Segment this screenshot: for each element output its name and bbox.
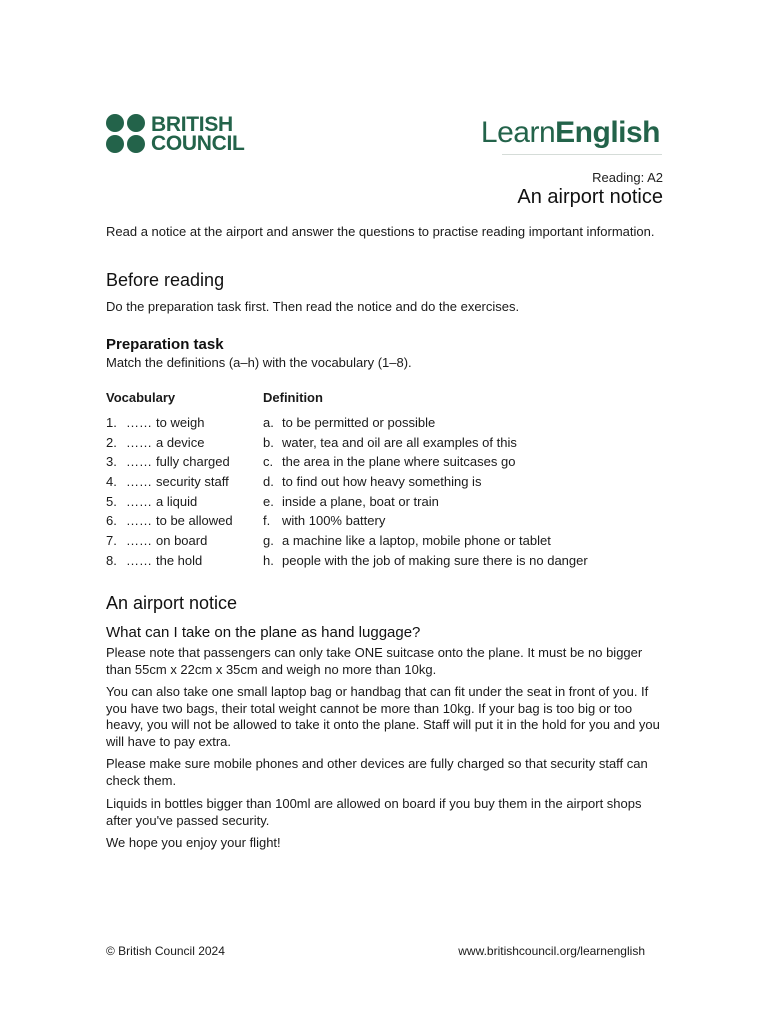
definition-item: g. a machine like a laptop, mobile phone or tablet: [263, 533, 551, 549]
definition-header: Definition: [263, 390, 323, 405]
intro-text: Read a notice at the airport and answer the questions to practise reading important information.: [106, 224, 655, 239]
notice-closing: We hope you enjoy your flight!: [106, 835, 281, 850]
vocab-item: 3. …… fully charged: [106, 454, 230, 470]
logo-text-british: BRITISH: [151, 112, 233, 136]
page-title: An airport notice: [517, 186, 663, 208]
notice-subheading: What can I take on the plane as hand luggage?: [106, 624, 421, 641]
british-council-dots-icon: [106, 114, 145, 153]
vocab-item: 6. …… to be allowed: [106, 513, 233, 529]
preparation-instruction: Match the definitions (a–h) with the vocabulary (1–8).: [106, 355, 412, 370]
definition-item: c. the area in the plane where suitcases go: [263, 454, 516, 470]
logo-text-learn: Learn: [480, 116, 556, 149]
notice-paragraph: Please make sure mobile phones and other devices are fully charged so that security staff can check them.: [106, 756, 648, 788]
learnenglish-logo: [481, 116, 660, 150]
definition-item: d. to find out how heavy something is: [263, 474, 482, 490]
definition-item: b. water, tea and oil are all examples of this: [263, 434, 517, 450]
vocab-item: 7. …… on board: [106, 533, 208, 549]
definition-item: a. to be permitted or possible: [263, 415, 436, 430]
footer-copyright: © British Council 2024: [106, 944, 225, 958]
vocabulary-list: [106, 413, 233, 571]
vocab-item: 4. …… security staff: [106, 474, 229, 490]
notice-paragraph: You can also take one small laptop bag or handbag that can fit under the seat in front of you. If you have two bags, their total weight cannot be more than 10kg. If your bag is too big or too heavy, you will not be allowed to take it onto the plane. Staff will put it in the hold for you and you will have to pay extra.: [106, 684, 660, 749]
vocab-item: 2. …… a device: [106, 434, 205, 450]
level-label: Reading: A2: [592, 170, 663, 185]
vocab-item: 1. …… to weigh: [106, 415, 205, 430]
before-reading-heading: Before reading: [106, 270, 225, 290]
definition-item: h. people with the job of making sure there is no danger: [263, 552, 588, 568]
definition-list: [263, 413, 588, 571]
vocabulary-header: Vocabulary: [106, 390, 176, 405]
definition-item: f. with 100% battery: [263, 513, 386, 529]
logo-text-council: COUNCIL: [151, 131, 245, 155]
before-reading-text: Do the preparation task first. Then read the notice and do the exercises.: [106, 299, 520, 314]
definition-item: e. inside a plane, boat or train: [263, 493, 439, 509]
british-council-logo: [106, 114, 245, 153]
preparation-heading: Preparation task: [106, 336, 224, 353]
notice-paragraph: Please note that passengers can only take ONE suitcase onto the plane. It must be no bigger than 55cm x 22cm x 35cm and weigh no more than 10kg.: [106, 645, 643, 677]
vocab-item: 5. …… a liquid: [106, 493, 198, 509]
notice-heading: An airport notice: [106, 593, 238, 613]
vocab-item: 8. …… the hold: [106, 552, 203, 568]
footer-url: www.britishcouncil.org/learnenglish: [458, 944, 645, 958]
logo-text-english: English: [555, 116, 660, 149]
header-divider: [502, 154, 662, 155]
notice-paragraph: Liquids in bottles bigger than 100ml are allowed on board if you buy them in the airport shops after you've passed security.: [106, 796, 642, 828]
